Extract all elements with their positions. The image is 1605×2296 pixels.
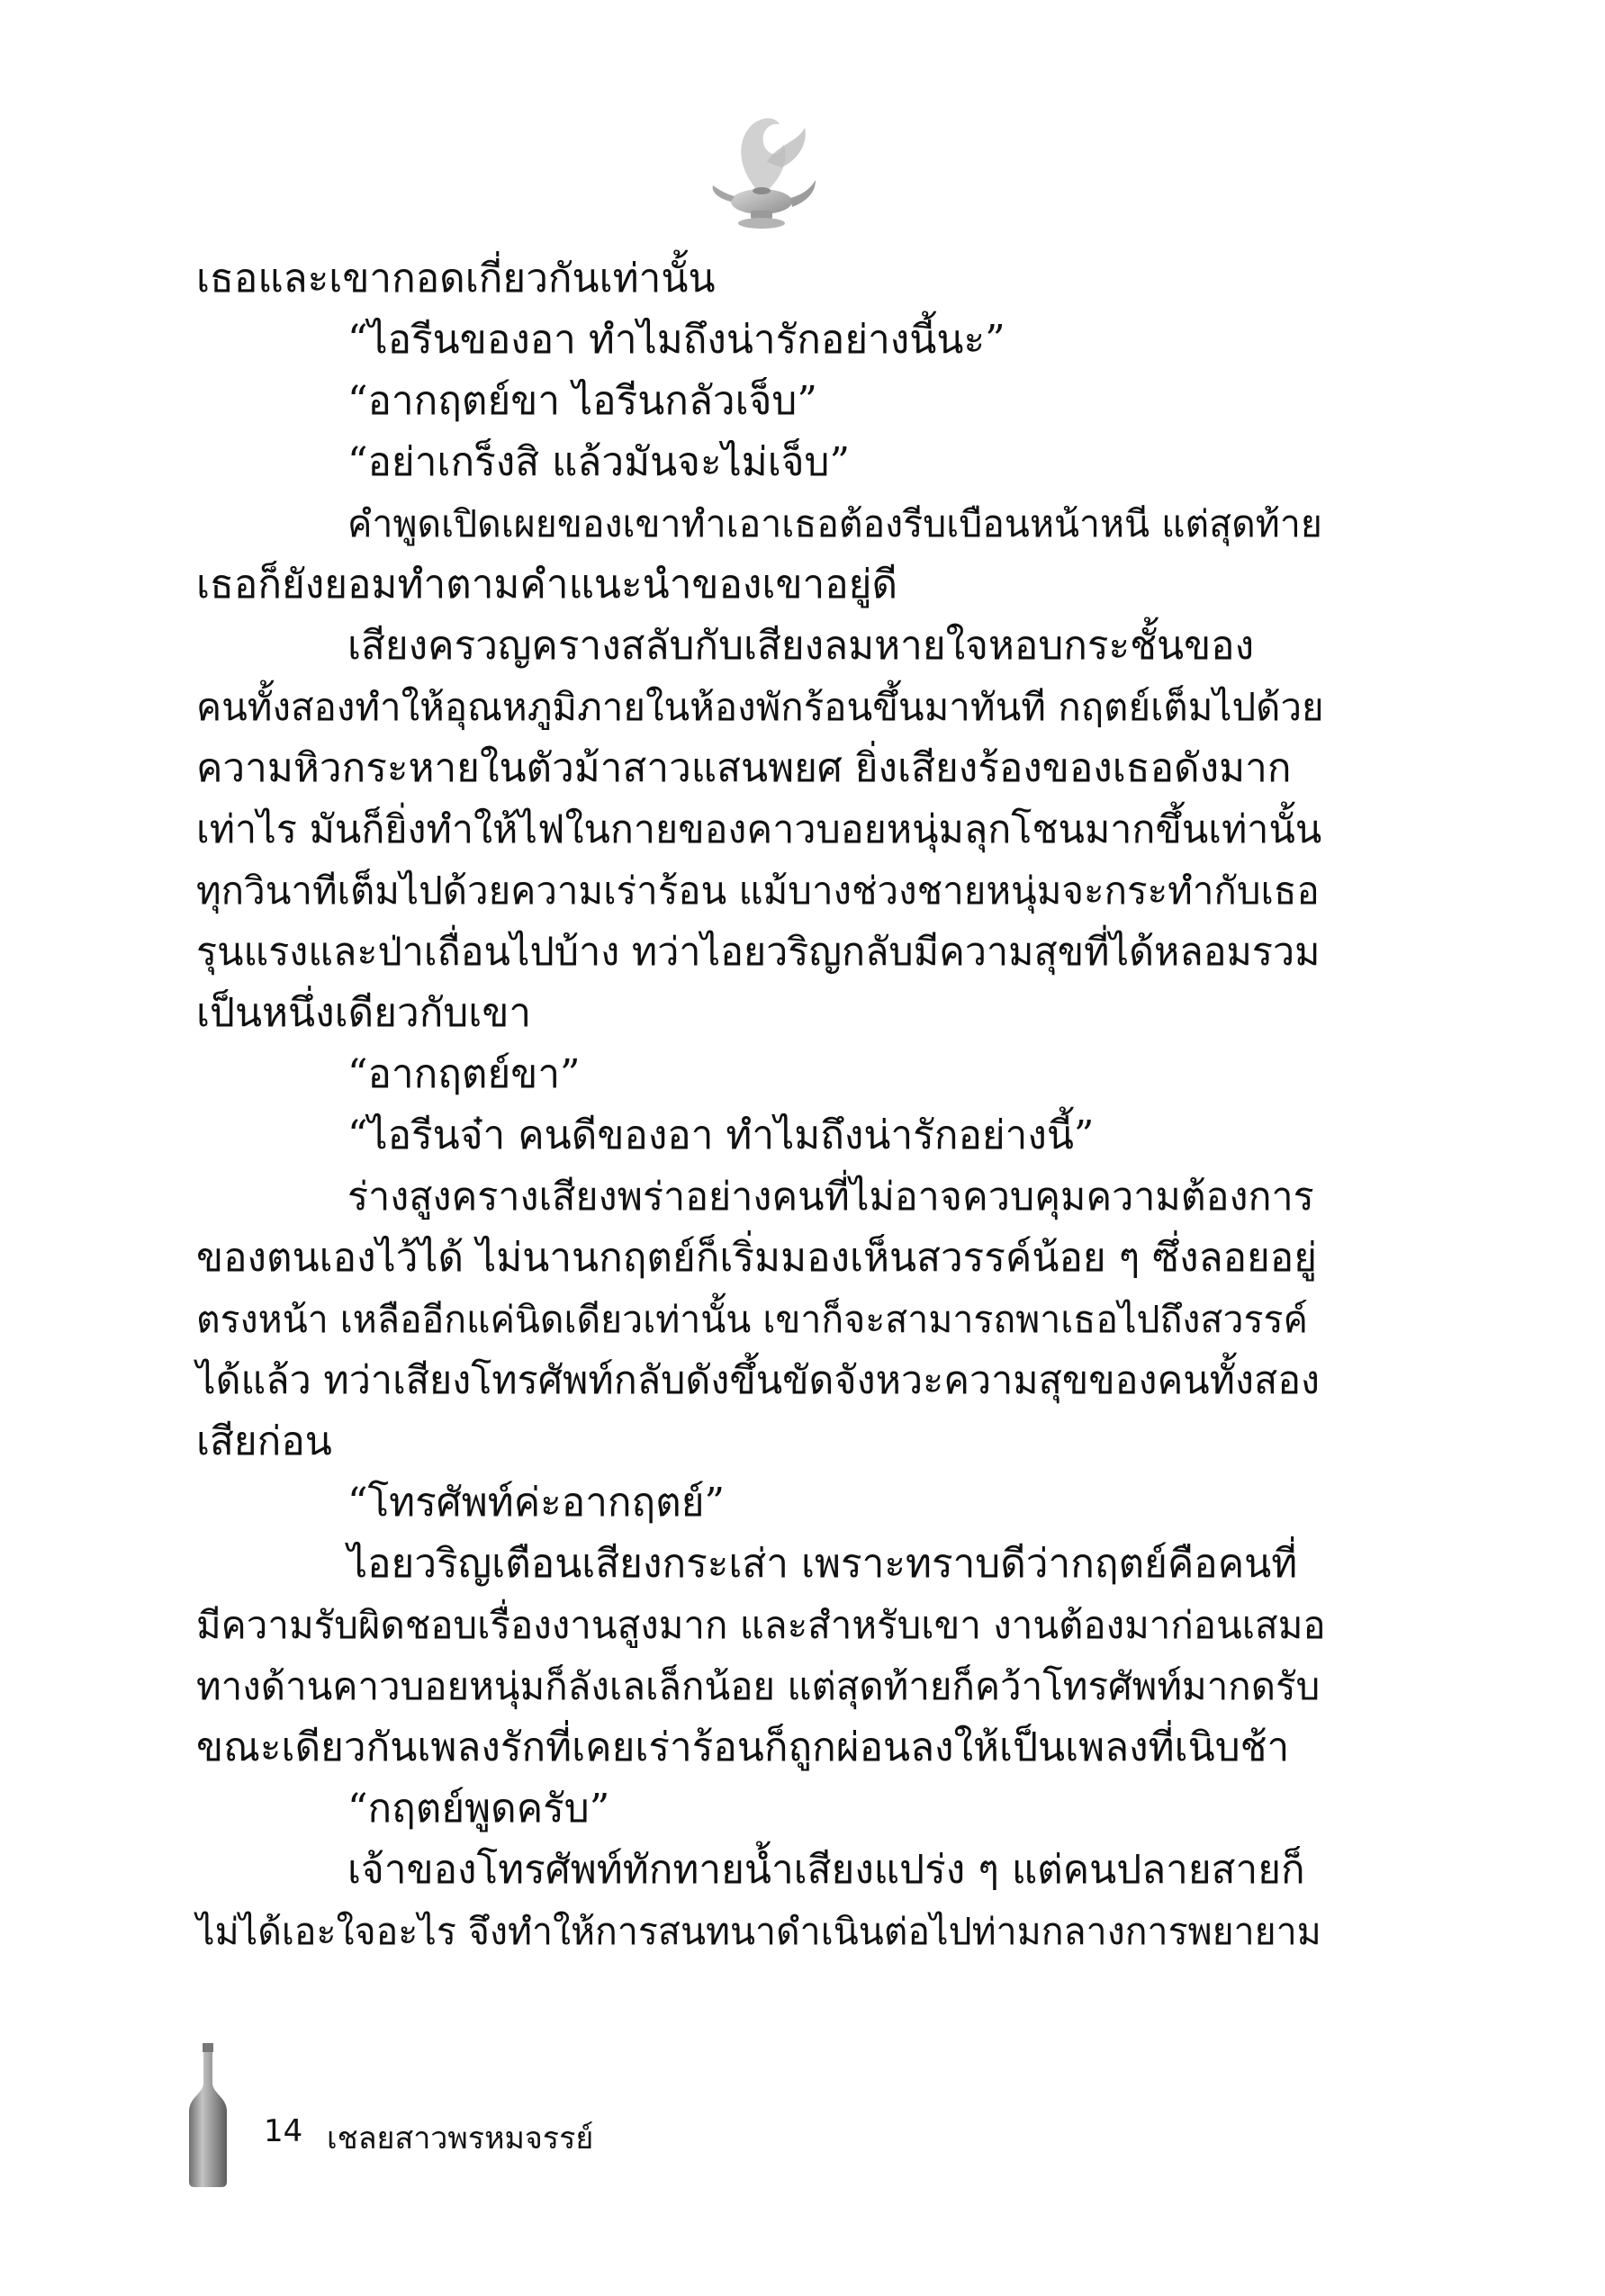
text-line: “ไอรีนของอา ทำไมถึงน่ารักอย่างนี้นะ”: [347, 317, 1005, 363]
text-line: ไม่ได้เอะใจอะไร จึงทำให้การสนทนาดำเนินต่อไปท่ามกลางการพยายาม: [196, 1910, 1321, 1953]
text-line: เธอก็ยังยอมทำตามคำแนะนำของเขาอยู่ดี: [196, 562, 898, 608]
magic-lamp-icon: [704, 108, 821, 234]
text-line: ไอยวริญเตือนเสียงกระเส่า เพราะทราบดีว่ากฤตย์คือคนที่: [347, 1541, 1298, 1587]
body-text: [196, 248, 1332, 1962]
text-line: ความหิวกระหายในตัวม้าสาวแสนพยศ ยิ่งเสียงร้องของเธอดังมาก: [196, 745, 1292, 791]
page-number: 14: [264, 2113, 303, 2149]
text-line: “อากฤตย์ขา ไอรีนกลัวเจ็บ”: [347, 378, 817, 424]
text-line: รุนแรงและป่าเถื่อนไปบ้าง ทว่าไอยวริญกลับมีความสุขที่ได้หลอมรวม: [196, 930, 1321, 975]
text-line: ของตนเองไว้ได้ ไม่นานกฤตย์ก็เริ่มมองเห็นสวรรค์น้อย ๆ ซึ่งลอยอยู่: [196, 1235, 1317, 1281]
text-line: เจ้าของโทรศัพท์ทักทายน้ำเสียงแปร่ง ๆ แต่คนปลายสายก็: [347, 1847, 1305, 1893]
text-line: “อย่าเกร็งสิ แล้วมันจะไม่เจ็บ”: [347, 439, 850, 485]
text-line: เท่าไร มันก็ยิ่งทำให้ไฟในกายของคาวบอยหนุ่มลุกโชนมากขึ้นเท่านั้น: [196, 807, 1322, 852]
text-line: ทุกวินาทีเต็มไปด้วยความเร่าร้อน แม้บางช่วงชายหนุ่มจะกระทำกับเธอ: [196, 869, 1320, 913]
text-line: ขณะเดียวกันเพลงรักที่เคยเร่าร้อนก็ถูกผ่อนลงให้เป็นเพลงที่เนิบช้า: [196, 1724, 1290, 1770]
text-line: “โทรศัพท์ค่ะอากฤตย์”: [347, 1480, 726, 1526]
page-footer: [187, 2043, 907, 2187]
text-line: เสียงครวญครางสลับกับเสียงลมหายใจหอบกระชั้นของ: [347, 623, 1255, 669]
running-title: เชลยสาวพรหมจรรย์: [327, 2120, 594, 2156]
text-line: เป็นหนึ่งเดียวกับเขา: [196, 990, 532, 1036]
text-line: คนทั้งสองทำให้อุณหภูมิภายในห้องพักร้อนขึ้นมาทันที กฤตย์เต็มไปด้วย: [196, 685, 1324, 729]
text-line: เธอและเขากอดเกี่ยวกันเท่านั้น: [196, 256, 716, 302]
text-line: ร่างสูงครางเสียงพร่าอย่างคนที่ไม่อาจควบคุมความต้องการ: [347, 1175, 1314, 1220]
text-line: มีความรับผิดชอบเรื่องงานสูงมาก และสำหรับเขา งานต้องมาก่อนเสมอ: [196, 1603, 1326, 1647]
text-line: ตรงหน้า เหลืออีกแค่นิดเดียวเท่านั้น เขาก็จะสามารถพาเธอไปถึงสวรรค์: [196, 1298, 1308, 1341]
text-line: เสียก่อน: [196, 1418, 332, 1464]
text-line: “ไอรีนจ๋า คนดีของอา ทำไมถึงน่ารักอย่างนี้”: [347, 1112, 1095, 1158]
text-line: “กฤตย์พูดครับ”: [347, 1786, 610, 1832]
text-line: คำพูดเปิดเผยของเขาทำเอาเธอต้องรีบเบือนหน้าหนี แต่สุดท้าย: [347, 502, 1322, 545]
text-line: ได้แล้ว ทว่าเสียงโทรศัพท์กลับดังขึ้นขัดจังหวะความสุขของคนทั้งสอง: [196, 1358, 1321, 1403]
bottle-icon: [187, 2043, 229, 2187]
text-line: ทางด้านคาวบอยหนุ่มก็ลังเลเล็กน้อย แต่สุดท้ายก็คว้าโทรศัพท์มากดรับ: [196, 1664, 1321, 1708]
text-line: “อากฤตย์ขา”: [347, 1051, 581, 1097]
